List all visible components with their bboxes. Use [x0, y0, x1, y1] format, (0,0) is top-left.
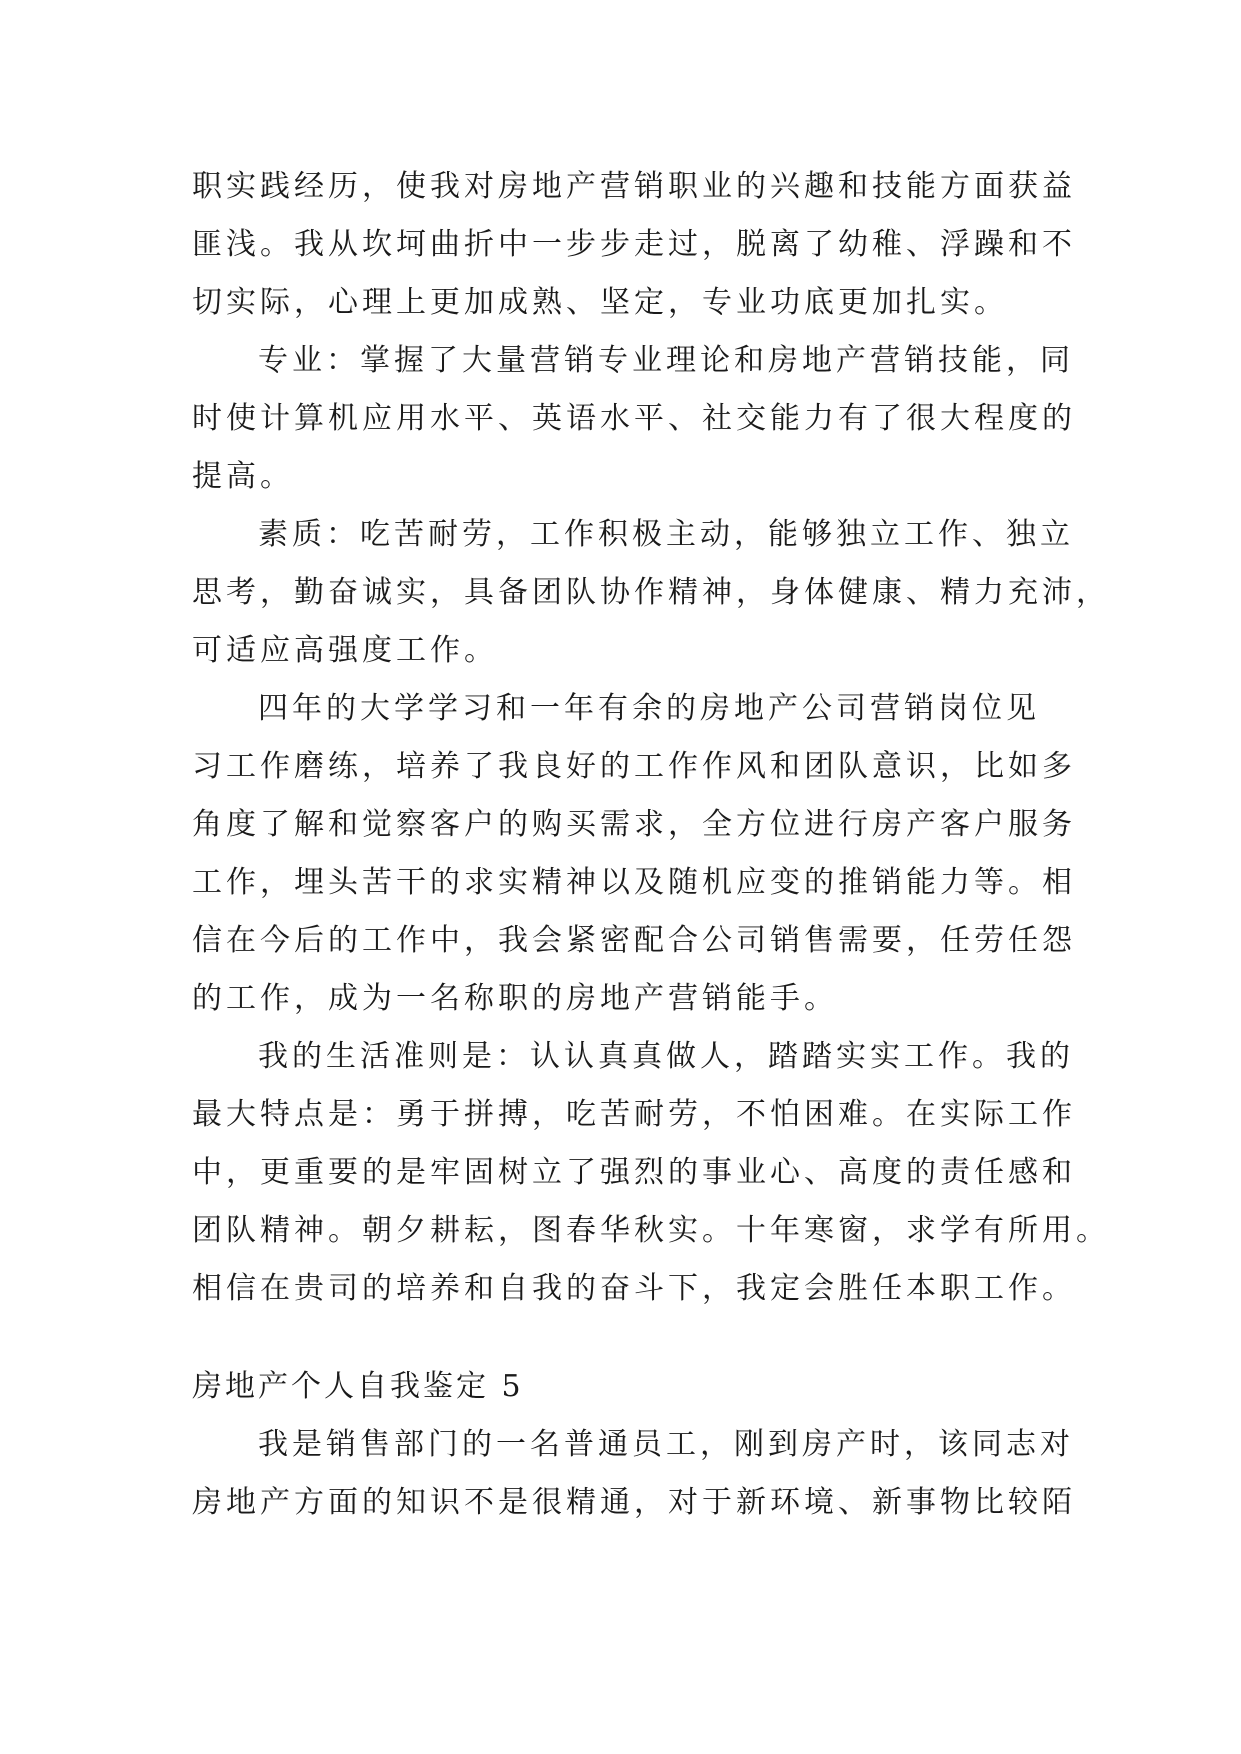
- text-line: 房地产方面的知识不是很精通，对于新环境、新事物比较陌: [192, 1485, 1076, 1520]
- text-line: 我是销售部门的一名普通员工，刚到房产时，该同志对: [258, 1427, 1074, 1462]
- text-line: 习工作磨练，培养了我良好的工作作风和团队意识，比如多: [192, 749, 1076, 784]
- text-line: 信在今后的工作中，我会紧密配合公司销售需要，任劳任怨: [192, 923, 1076, 958]
- text-line: 工作，埋头苦干的求实精神以及随机应变的推销能力等。相: [192, 865, 1076, 900]
- text-line: 角度了解和觉察客户的购买需求，全方位进行房产客户服务: [192, 807, 1076, 842]
- text-line: 可适应高强度工作。: [192, 633, 498, 668]
- section-gap: [192, 1318, 1054, 1358]
- text-line: 最大特点是：勇于拼搏，吃苦耐劳，不怕困难。在实际工作: [192, 1097, 1076, 1132]
- text-line: 素质：吃苦耐劳，工作积极主动，能够独立工作、独立: [258, 517, 1074, 552]
- text-line: 中，更重要的是牢固树立了强烈的事业心、高度的责任感和: [192, 1155, 1076, 1190]
- text-line: 思考，勤奋诚实，具备团队协作精神，身体健康、精力充沛，: [192, 575, 1110, 610]
- text-line: 时使计算机应用水平、英语水平、社交能力有了很大程度的: [192, 401, 1076, 436]
- text-line: 团队精神。朝夕耕耘，图春华秋实。十年寒窗，求学有所用。: [192, 1213, 1110, 1248]
- text-line: 相信在贵司的培养和自我的奋斗下，我定会胜任本职工作。: [192, 1271, 1076, 1306]
- text-line: 职实践经历，使我对房地产营销职业的兴趣和技能方面获益: [192, 169, 1076, 204]
- text-line: 的工作，成为一名称职的房地产营销能手。: [192, 981, 838, 1016]
- section-heading: 房地产个人自我鉴定 5: [192, 1369, 524, 1404]
- text-line: 提高。: [192, 459, 294, 494]
- text-line: 专业：掌握了大量营销专业理论和房地产营销技能，同: [258, 343, 1074, 378]
- text-line: 四年的大学学习和一年有余的房地产公司营销岗位见: [258, 691, 1040, 726]
- document-body: [192, 158, 1110, 1532]
- text-line: 匪浅。我从坎坷曲折中一步步走过，脱离了幼稚、浮躁和不: [192, 227, 1076, 262]
- text-line: 切实际，心理上更加成熟、坚定，专业功底更加扎实。: [192, 285, 1008, 320]
- text-line: 我的生活准则是：认认真真做人，踏踏实实工作。我的: [258, 1039, 1074, 1074]
